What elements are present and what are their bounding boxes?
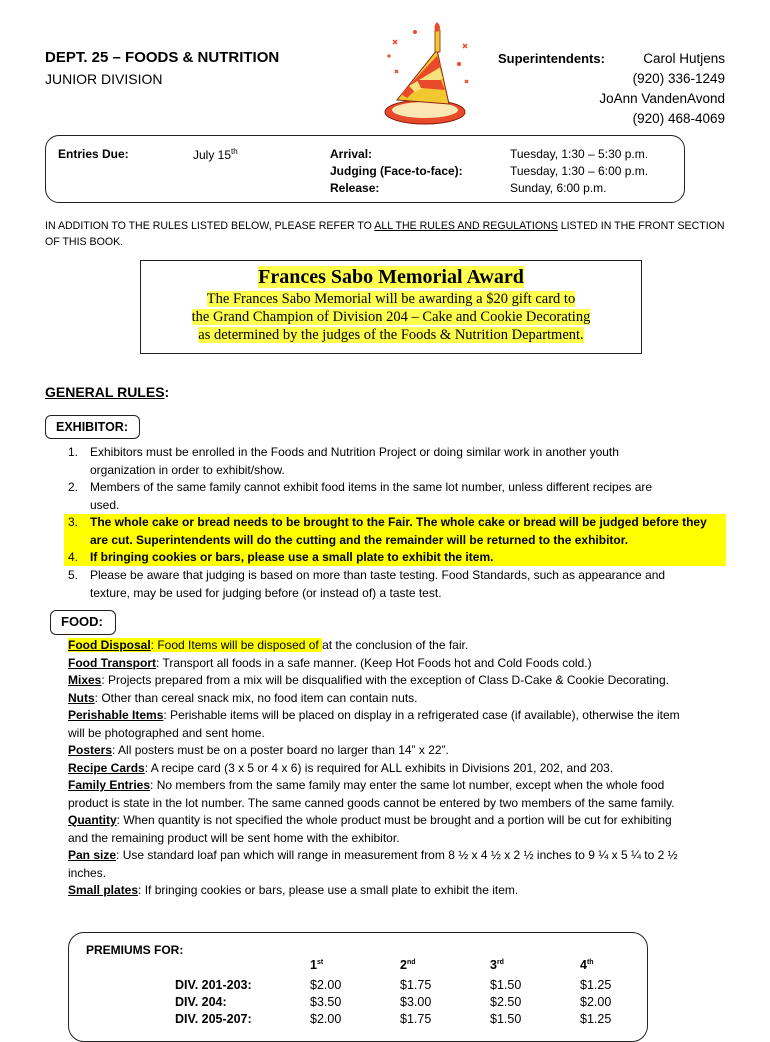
- arrival-label: Arrival:: [330, 147, 373, 161]
- award-title: Frances Sabo Memorial Award: [258, 266, 524, 288]
- superintendent-name-1: Carol Hutjens: [643, 51, 725, 66]
- premium-value: $1.50: [490, 978, 522, 992]
- cake-slice-icon: [375, 20, 485, 132]
- premium-value: $2.50: [490, 995, 522, 1009]
- intro-text: IN ADDITION TO THE RULES LISTED BELOW, PLEASE REFER TO ALL THE RULES AND REGULATIONS LISTED IN THE FRONT SECTION OF THIS BOOK.: [45, 220, 725, 248]
- superintendent-phone-1: (920) 336-1249: [632, 71, 725, 86]
- premium-row-label: DIV. 204:: [175, 995, 227, 1009]
- food-mixes: Mixes: Projects prepared from a mix will be disqualified with the exception of Class D-Cake & Cookie Decorating.: [68, 673, 669, 687]
- food-small-plates: Small plates: If bringing cookies or bars, please use a small plate to exhibit the item.: [68, 883, 519, 897]
- food-perishable-cont: will be photographed and sent home.: [68, 726, 265, 740]
- division-subtitle: JUNIOR DIVISION: [45, 71, 163, 87]
- food-nuts: Nuts: Other than cereal snack mix, no food item can contain nuts.: [68, 691, 418, 705]
- exhibitor-rule-2: 2. Members of the same family cannot exhibit food items in the same lot number, unless different recipes are used.: [68, 480, 653, 512]
- premium-value: $1.50: [490, 1012, 522, 1026]
- exhibitor-label: EXHIBITOR:: [56, 420, 128, 434]
- award-line-2: the Grand Champion of Division 204 – Cake and Cookie Decorating: [191, 309, 591, 325]
- premium-header-4: 4th: [580, 958, 594, 972]
- premium-value: $2.00: [580, 995, 612, 1009]
- release-label: Release:: [330, 181, 380, 195]
- food-label: FOOD:: [61, 614, 103, 629]
- judging-label: Judging (Face-to-face):: [330, 164, 463, 178]
- food-quantity: Quantity: When quantity is not specified the whole product must be brought and a portion will be cut for exhibiting: [68, 813, 672, 827]
- food-family-entries-cont: product is state in the lot number. The same canned goods cannot be entered by two members of the same family.: [68, 796, 675, 810]
- food-disposal: Food Disposal: Food Items will be disposed of at the conclusion of the fair.: [68, 638, 469, 652]
- food-transport: Food Transport: Transport all foods in a safe manner. (Keep Hot Foods hot and Cold Foods cold.): [68, 656, 592, 670]
- premium-row-label: DIV. 201-203:: [175, 978, 252, 992]
- food-family-entries: Family Entries: No members from the same family may enter the same lot number, except when the whole food: [68, 778, 665, 792]
- superintendent-phone-2: (920) 468-4069: [632, 111, 725, 126]
- premium-value: $2.00: [310, 1012, 342, 1026]
- award-line-3: as determined by the judges of the Foods & Nutrition Department.: [198, 327, 584, 343]
- judging-value: Tuesday, 1:30 – 6:00 p.m.: [510, 164, 649, 178]
- arrival-value: Tuesday, 1:30 – 5:30 p.m.: [510, 147, 649, 161]
- exhibitor-rule-3: 3. The whole cake or bread needs to be brought to the Fair. The whole cake or bread will be judged before they are cut. Superintendents will do the cutting and the remainder will be returned to the exhibitor.: [68, 515, 707, 547]
- premium-value: $1.25: [580, 978, 612, 992]
- exhibitor-rule-1: 1. Exhibitors must be enrolled in the Foods and Nutrition Project or doing similar work in another youth organization in order to exhibit/show.: [68, 445, 619, 477]
- premium-value: $3.50: [310, 995, 342, 1009]
- food-posters: Posters: All posters must be on a poster board no larger than 14” x 22”.: [68, 743, 449, 757]
- entries-due-value: July 15th: [193, 147, 238, 162]
- premiums-label: PREMIUMS FOR:: [86, 943, 184, 957]
- premium-value: $2.00: [310, 978, 342, 992]
- food-pan-size-cont: inches.: [68, 866, 107, 880]
- food-perishable: Perishable Items: Perishable items will be placed on display in a refrigerated case (if available), otherwise the item: [68, 708, 680, 722]
- superintendent-name-2: JoAnn VandenAvond: [599, 91, 725, 106]
- exhibitor-rule-4: 4. If bringing cookies or bars, please use a small plate to exhibit the item.: [68, 550, 494, 564]
- premium-value: $3.00: [400, 995, 432, 1009]
- premium-value: $1.75: [400, 1012, 432, 1026]
- superintendents-label: Superintendents:: [498, 51, 605, 66]
- premium-value: $1.25: [580, 1012, 612, 1026]
- general-rules-heading: GENERAL RULES:: [45, 384, 170, 400]
- entries-due-label: Entries Due:: [58, 147, 129, 161]
- food-quantity-cont: and the remaining product will be sent home with the exhibitor.: [68, 831, 400, 845]
- rules-reference-link: ALL THE RULES AND REGULATIONS: [374, 220, 558, 232]
- premium-header-3: 3rd: [490, 958, 504, 972]
- exhibitor-rule-5: 5. Please be aware that judging is based on more than taste testing. Food Standards, such as appearance and texture, may be used for judging before (or instead of) a taste test.: [68, 568, 666, 600]
- premium-row-label: DIV. 205-207:: [175, 1012, 252, 1026]
- premium-header-1: 1st: [310, 958, 324, 972]
- premium-header-2: 2nd: [400, 958, 416, 972]
- food-recipe-cards: Recipe Cards: A recipe card (3 x 5 or 4 x 6) is required for ALL exhibits in Divisions 201, 202, and 203.: [68, 761, 614, 775]
- award-line-1: The Frances Sabo Memorial will be awarding a $20 gift card to: [206, 291, 576, 307]
- premium-value: $1.75: [400, 978, 432, 992]
- department-title: DEPT. 25 – FOODS & NUTRITION: [45, 49, 280, 66]
- release-value: Sunday, 6:00 p.m.: [510, 181, 607, 195]
- food-pan-size: Pan size: Use standard loaf pan which will range in measurement from 8 ½ x 4 ½ x 2 ½ inches to 9 ¼ x 5 ¼ to 2 ½: [68, 848, 678, 862]
